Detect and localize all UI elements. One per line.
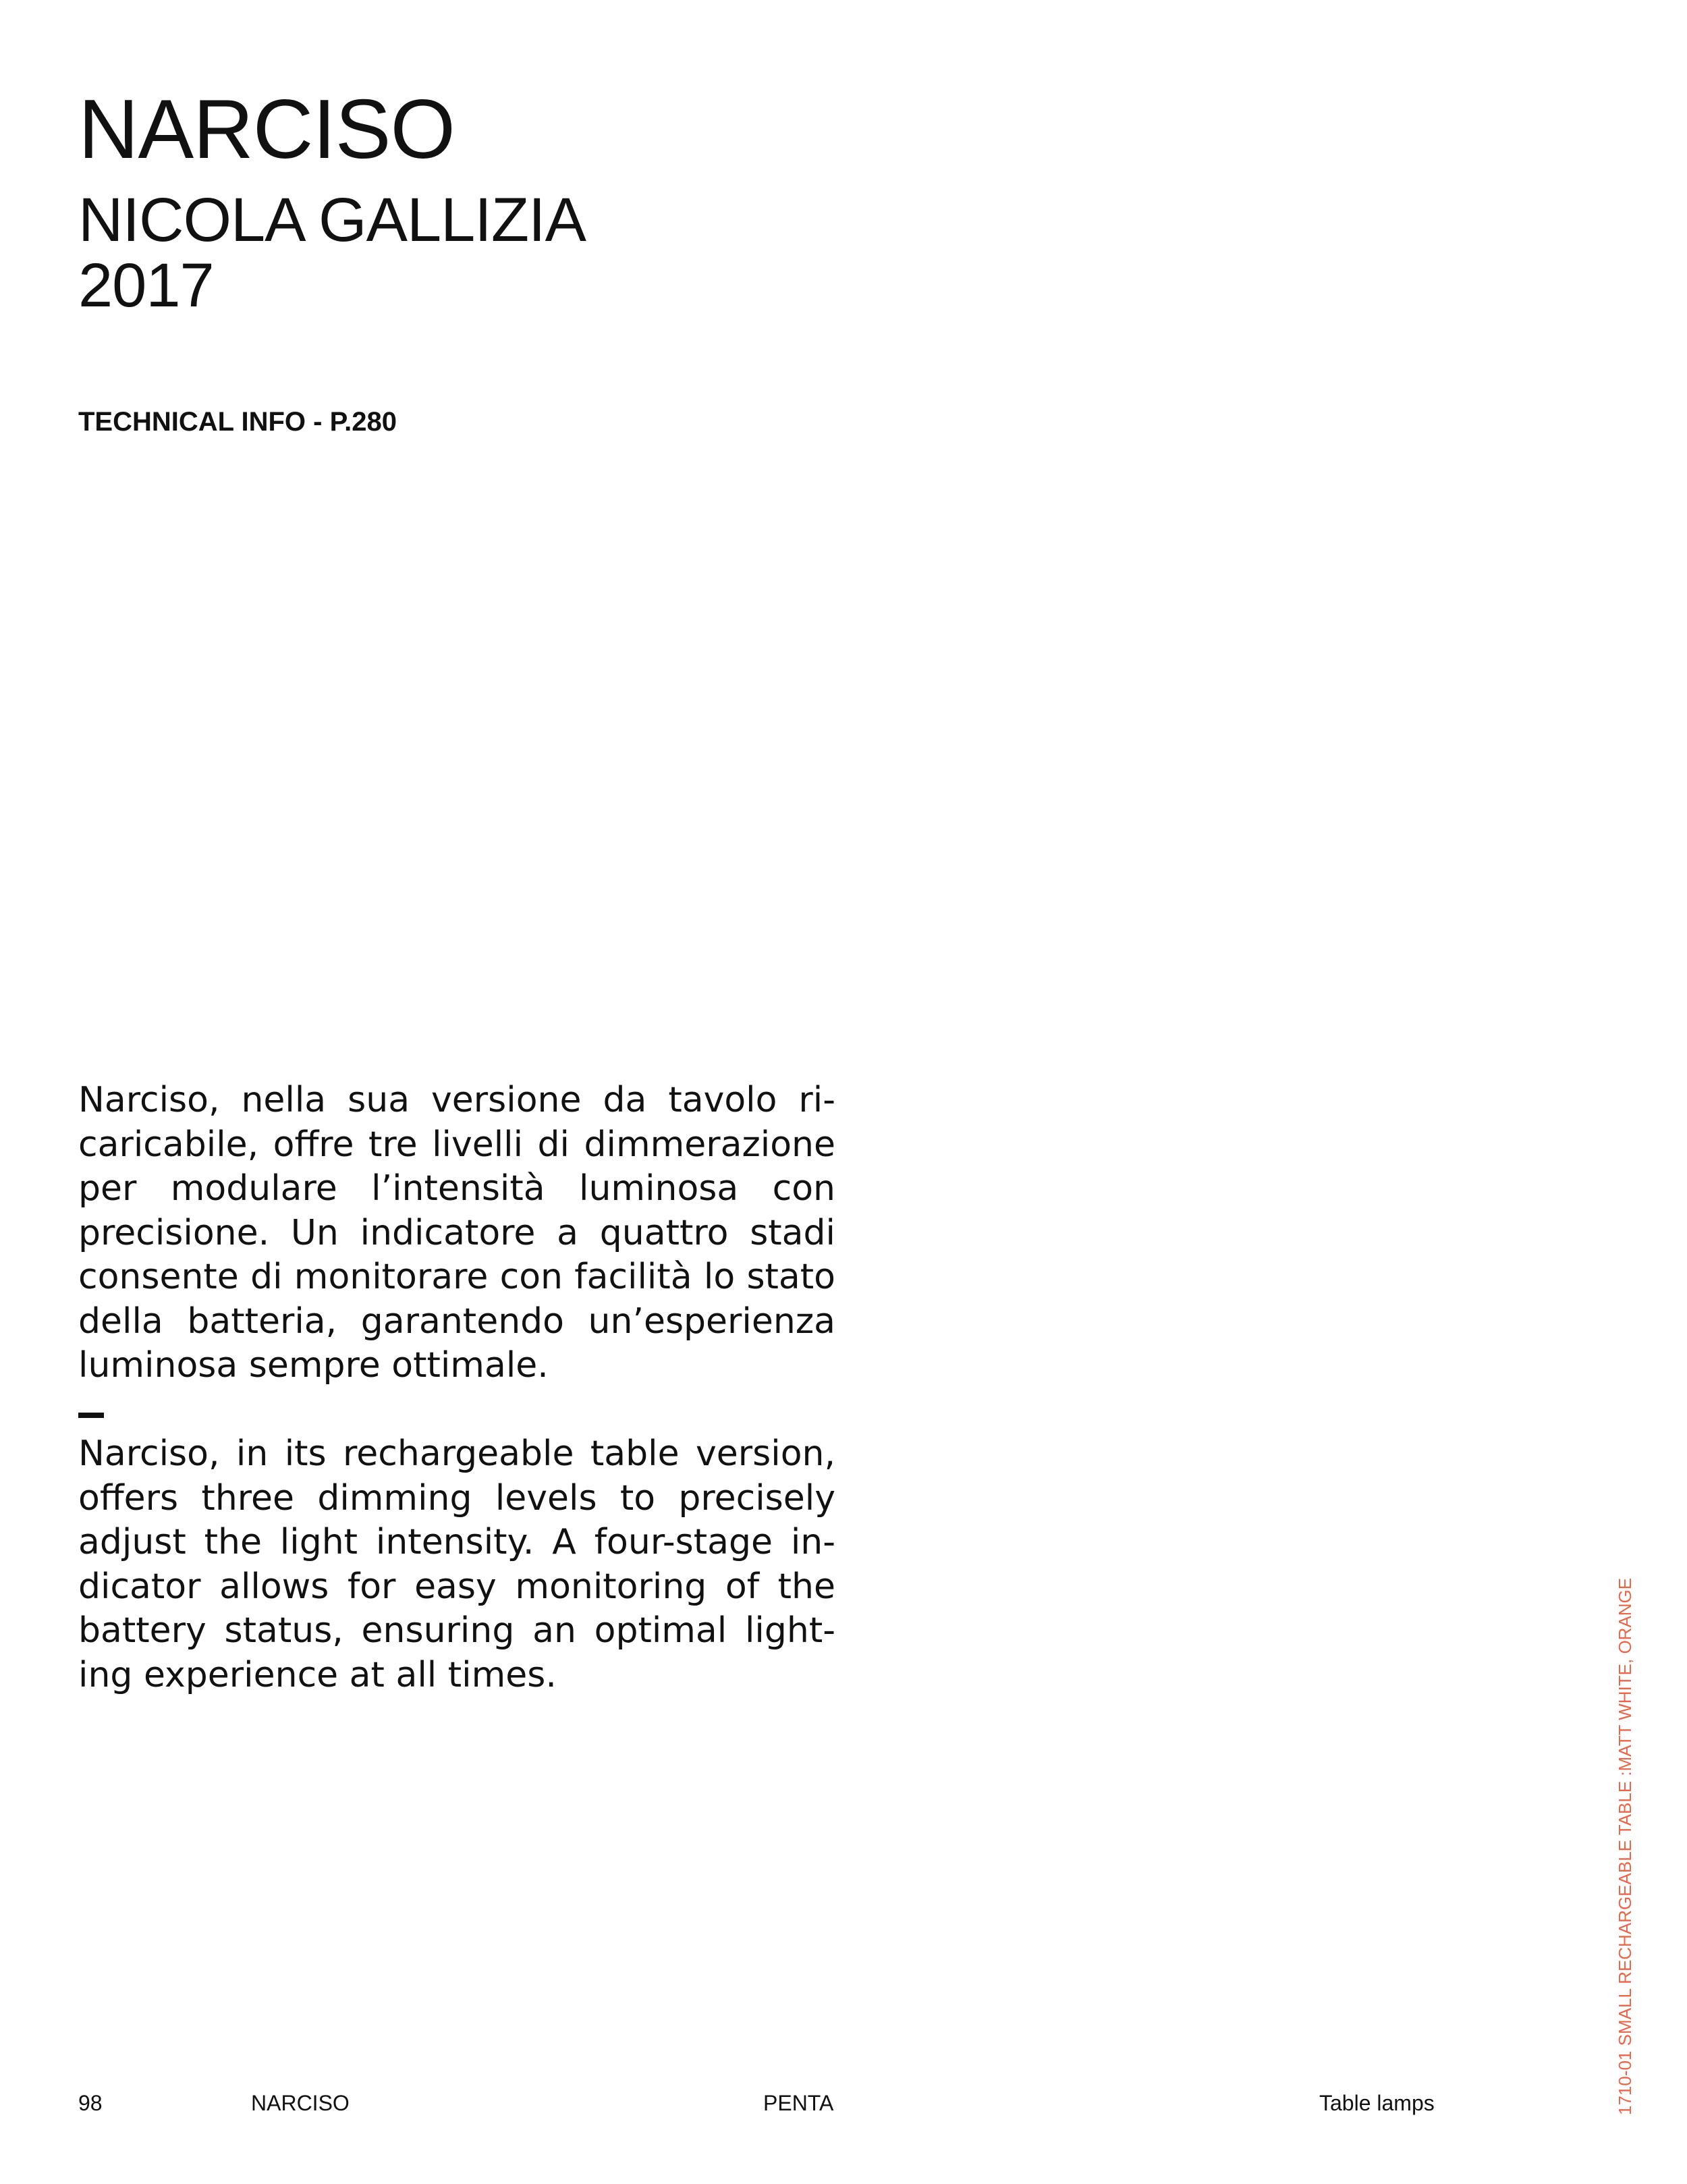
footer-product-name: NARCISO bbox=[251, 2091, 350, 2115]
footer-category: Table lamps bbox=[1319, 2091, 1435, 2115]
technical-info-link[interactable]: TECHNICAL INFO - P.280 bbox=[78, 407, 397, 437]
language-separator-dash bbox=[78, 1413, 104, 1418]
product-title: NARCISO bbox=[78, 83, 455, 176]
product-variant-caption: 1710-01 SMALL RECHARGEABLE TABLE :MATT WHITE, ORANGE bbox=[1615, 1577, 1635, 2115]
description-english: Narciso, in its rechargeable table version, offers three dimming levels to precisely adjust the light intensity. A four-stage indicator allows for easy monitoring of the battery status, ensuring an optimal lighting experience at all times. bbox=[78, 1434, 835, 1695]
design-year: 2017 bbox=[78, 251, 214, 320]
designer-name: NICOLA GALLIZIA bbox=[78, 186, 586, 254]
page-number: 98 bbox=[78, 2091, 103, 2115]
footer-family-name: PENTA bbox=[763, 2091, 834, 2115]
description-italian: Narciso, nella sua versione da tavolo ricaricabile, offre tre livelli di dimmerazione per modulare l’intensità luminosa con precisione. Un indicatore a quattro stadi consente di monitorare con facilità lo stato della batteria, garantendo un’esperienza luminosa sempre ottimale. bbox=[78, 1080, 835, 1386]
